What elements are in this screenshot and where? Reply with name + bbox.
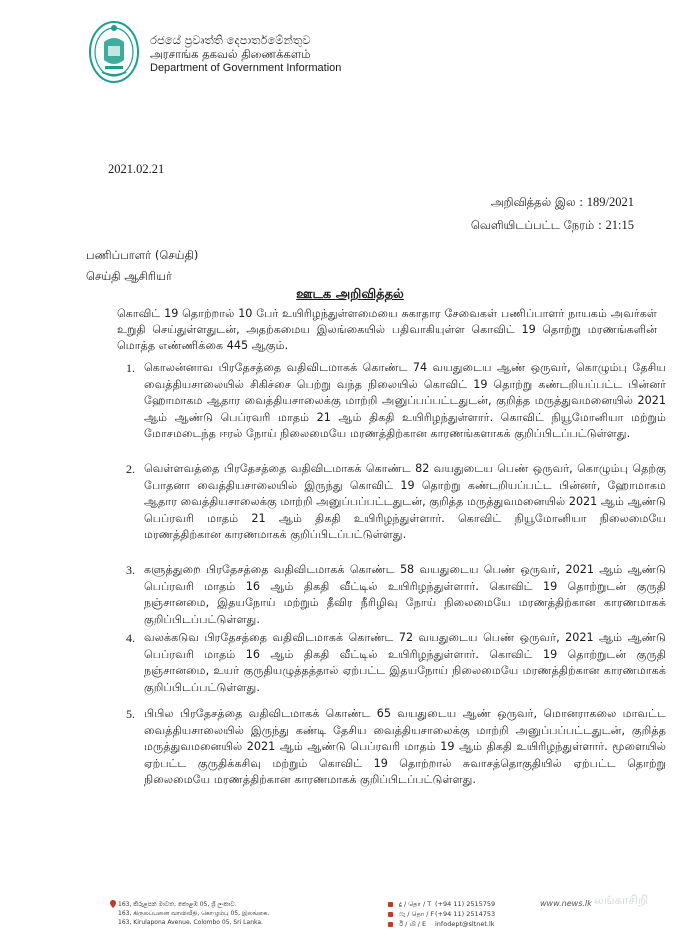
contact-phone xyxy=(388,899,495,909)
document-title-text: ஊடக அறிவித்தல் xyxy=(296,287,404,302)
list-item-number: 3. xyxy=(126,563,135,577)
list-item xyxy=(126,706,666,789)
footer-website: www.news.lk xyxy=(540,899,592,908)
fax-icon xyxy=(388,912,393,917)
list-item-text: வெள்ளவத்தை பிரதேசத்தை வதிவிடமாகக் கொண்ட 82 வயதுடைய பெண் ஒருவர், கொழும்பு தெற்கு போதனா வைத்தியசாலையில் இருந்து கொவிட் 19 தொற்று கண்டறியப்பட்ட பின்னர், ஹோமாகம ஆதார வைத்தியசாலைக்கு மாற்றி அனுப்பப்பட்டதுடன், குறித்த மருத்துவமனையில் 2021 ஆம் ஆண்டு பெப்ரவரி மாதம் 21 ஆம் திகதி உயிரிழந்துள்ளார். கொவிட் நியூமோனியா நிலைமையே மரணத்திற்கான காரணமாகக் குறிப்பிடப்பட்டுள்ளது. xyxy=(144,462,666,541)
list-item-text: பிபில பிரதேசத்தை வதிவிடமாகக் கொண்ட 65 வயதுடைய ஆண் ஒருவர், மொனராகலை மாவட்ட வைத்தியசாலையில் இருந்து கண்டி தேசிய வைத்தியசாலைக்கு மாற்றி அனுப்பப்பட்டதுடன், குறித்த மருத்துவமனையில் 2021 ஆம் ஆண்டு பெப்ரவரி மாதம் 19 ஆம் திகதி உயிரிழந்துள்ளார். மூளையில் ஏற்பட்ட குருதிக்கசிவு மற்றும் கொவிட் 19 தொற்றால் சுவாசத்தொகுதியில் ஏற்பட்ட தொற்று நிலைமையே மரணத்திற்கான காரணமாகக் குறிப்பிடப்பட்டுள்ளது. xyxy=(144,707,666,786)
recipient-director: பணிப்பாளர் (செய்தி) xyxy=(86,248,199,262)
document-title xyxy=(0,283,700,303)
recipients xyxy=(86,245,198,287)
footer-address xyxy=(118,900,269,927)
email-icon xyxy=(388,922,393,927)
department-name-tamil: அரசாங்க தகவல் திணைக்களம் xyxy=(150,47,311,61)
release-time-row xyxy=(471,214,634,237)
reference-block xyxy=(471,191,634,237)
notice-number-row xyxy=(471,191,634,214)
list-item-number: 4. xyxy=(126,631,135,645)
list-item xyxy=(126,562,666,628)
list-item-number: 1. xyxy=(126,361,135,375)
list-item xyxy=(126,360,666,443)
release-date: 2021.02.21 xyxy=(108,162,165,176)
list-item-text: வலக்கடுவ பிரதேசத்தை வதிவிடமாகக் கொண்ட 72 வயதுடைய பெண் ஒருவர், 2021 ஆம் ஆண்டு பெப்ரவரி மாதம் 16 ஆம் திகதி வீட்டில் உயிரிழந்துள்ளார். கொவிட் 19 தொற்றுடன் குருதி நஞ்சானமை, உயர் குருதியழுத்தத்தால் ஏற்பட்ட இதயநோய் நிலைமையே மரணத்திற்கான காரணமாகக் குறிப்பிடப்பட்டுள்ளது. xyxy=(144,631,666,694)
release-time-label: வெளியிடப்பட்ட நேரம் : xyxy=(470,218,602,232)
contact-email-label: ඊ / மி / E xyxy=(399,920,427,928)
phone-icon xyxy=(388,902,393,907)
watermark: லங்காசிறி xyxy=(594,893,649,907)
list-item-text: களுத்துறை பிரதேசத்தை வதிவிடமாகக் கொண்ட 58 வயதுடைய பெண் ஒருவர், 2021 ஆம் ஆண்டு பெப்ரவரி மாதம் 16 ஆம் திகதி வீட்டில் உயிரிழந்துள்ளார். கொவிட் 19 தொற்றுடன் குருதி நஞ்சானமை, இதயநோய் மற்றும் தீவிர நீரிழிவு நோய் நிலைமையே மரணத்திற்கான காரணமாகக் குறிப்பிடப்பட்டுள்ளது. xyxy=(144,563,666,626)
sri-lanka-emblem-icon xyxy=(88,20,140,84)
notice-number-label: அறிவித்தல் இல : xyxy=(490,195,584,209)
footer-contacts xyxy=(388,899,495,929)
department-name-sinhala: රජයේ ප්‍රවෘත්ති දෙපාර්තමේන්තුව xyxy=(150,33,311,47)
department-name xyxy=(150,33,341,75)
contact-fax xyxy=(388,909,495,919)
location-pin-icon xyxy=(110,900,116,908)
contact-fax-value: (+94 11) 2514753 xyxy=(435,910,496,918)
address-english: 163, Kirulapona Avenue, Colombo 05, Sri Lanka. xyxy=(118,919,263,926)
contact-fax-label: ෆැ / தொ / F xyxy=(399,910,435,918)
list-item xyxy=(126,630,666,696)
intro-paragraph: கொவிட் 19 தொற்றால் 10 பேர் உயிரிழந்துள்ளமையை சுகாதார சேவைகள் பணிப்பாளர் நாயகம் அவர்கள் உறுதி செய்துள்ளதுடன், அதற்கமைய இலங்கையில் பதிவாகியுள்ள கொவிட் 19 தொற்று மரணங்களின் மொத்த எண்ணிக்கை 445 ஆகும். xyxy=(117,307,657,352)
list-item-text: கொலன்னாவ பிரதேசத்தை வதிவிடமாகக் கொண்ட 74 வயதுடைய ஆண் ஒருவர், கொழும்பு தேசிய வைத்தியசாலையில் சிகிச்சை பெற்று வந்த நிலையில் கொவிட் 19 தொற்று கண்டறியப்பட்ட பின்னர் ஹோமாகம ஆதார வைத்தியசாலைக்கு மாற்றி அனுப்பப்பட்டதுடன், குறித்த மருத்துவமனையில் 2021 ஆம் ஆண்டு பெப்ரவரி மாதம் 21 ஆம் திகதி உயிரிழந்துள்ளார். கொவிட் நியூமோனியா மற்றும் மோசமடைந்த ஈரல் நோய் நிலைமையே மரணத்திற்கான காரணங்களாகக் குறிப்பிடப்பட்டுள்ளது. xyxy=(144,361,666,440)
contact-email xyxy=(388,919,495,929)
contact-email-value: infodept@sltnet.lk xyxy=(435,920,495,928)
list-item-number: 5. xyxy=(126,707,135,721)
notice-number: 189/2021 xyxy=(586,195,634,209)
contact-phone-label: දු / தொ / T xyxy=(399,900,432,908)
release-time: 21:15 xyxy=(605,218,634,232)
recipient-editor: செய்தி ஆசிரியர் xyxy=(86,269,172,283)
list-item xyxy=(126,461,666,544)
list-item-number: 2. xyxy=(126,462,135,476)
department-name-english: Department of Government Information xyxy=(150,62,342,74)
address-tamil: 163, கிருலப்பனை வாவிவீதி, கொழும்பு 05, இலங்கை. xyxy=(118,910,270,917)
address-sinhala: 163, කිරුළපන මාවත, කොළඹ 05, ශ්‍රී ලංකාව. xyxy=(118,901,237,908)
contact-phone-value: (+94 11) 2515759 xyxy=(435,900,496,908)
